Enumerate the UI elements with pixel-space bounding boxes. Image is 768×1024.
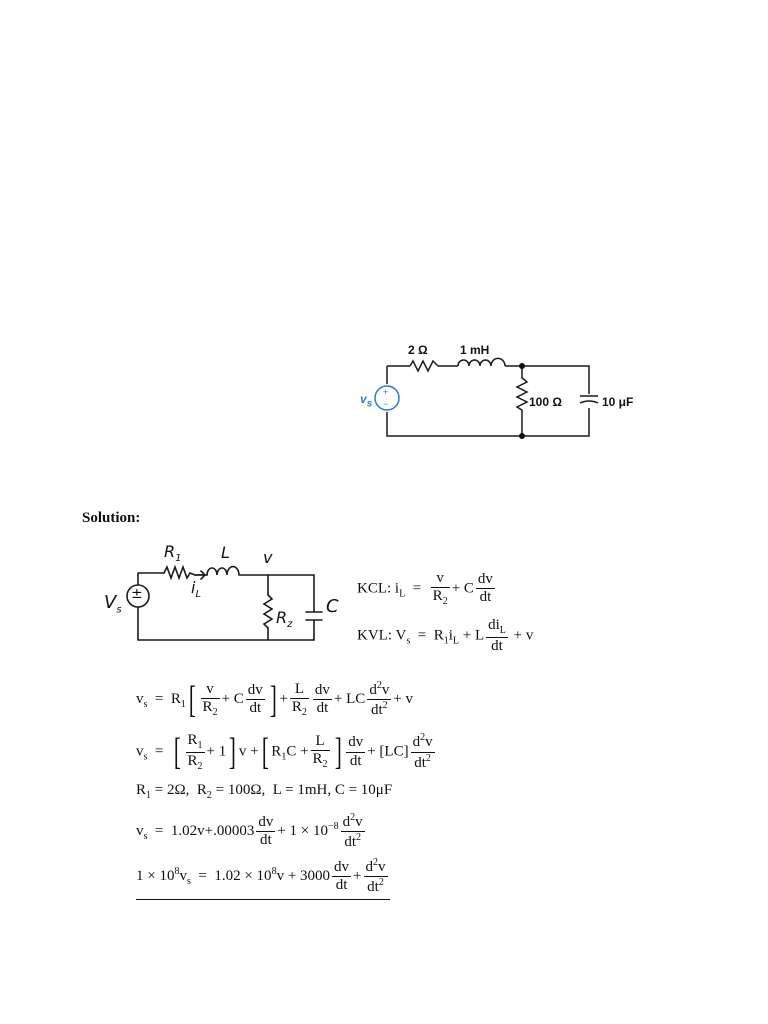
solution-heading: Solution: (82, 510, 141, 526)
sketch-r1-label: $R_1$ (164, 542, 182, 565)
sketch-r2-label: $R_z$ (276, 608, 293, 631)
circuit-figure (350, 340, 650, 450)
source-label: $v_s$ (360, 392, 373, 410)
equation-2: $v_s$ = [ $\frac{R_1}{R_2}$ + 1] v +[ $R_1C$ + $\frac{L}{R_2}$ ] $\frac{dv}{dt}$ + [LC] $\frac{d^2v}{dt^2}$ (136, 731, 433, 773)
hand-sketch (100, 540, 350, 650)
sketch-il-label: $i_L$ (191, 578, 202, 601)
sketch-vs-label: $V_s$ (104, 592, 122, 616)
r2-value-label: 100 Ω (529, 395, 562, 409)
equation-4-final: $1 \times 10^8v_s = 1.02 \times 10^8v + 3000$ $\frac{dv}{dt}$ + $\frac{d^2v}{dt^2}$ (136, 857, 390, 900)
equation-1: $v_s = R_1$[ $\frac{v}{R_2}$ + C $\frac{dv}{dt}$ ] + $\frac{L}{R_2}$ $\frac{dv}{dt}$ + LC $\frac{d^2v}{dt^2}$ + v (136, 678, 414, 721)
kcl-equation: KCL: $i_L$ = $\frac{v}{R_2}$ + C $\frac{dv}{dt}$ (357, 570, 493, 608)
inductor-value-label: 1 mH (460, 343, 490, 357)
r1-value-label: 2 Ω (408, 343, 428, 357)
kcl-frac-dvdt: $\frac{dv}{dt}$ (477, 571, 493, 606)
equation-3: $v_s = 1.02v+.00003$ $\frac{dv}{dt}$ + $1 \times 10^{-8}$ $\frac{d^2v}{dt^2}$ (136, 812, 363, 851)
kvl-frac-didt: $\frac{di_L}{dt}$ (488, 617, 506, 654)
kcl-frac-v: $\frac{v}{R_2}$ (432, 570, 448, 608)
sketch-v-label: v (263, 548, 273, 567)
capacitor-value-label: 10 μF (602, 395, 634, 409)
sketch-l-label: L (221, 543, 230, 562)
source-minus: − (383, 399, 389, 409)
source-plus: + (383, 387, 389, 397)
sketch-source-pm: ± (131, 586, 143, 602)
sketch-c-label: C (326, 596, 339, 617)
kvl-equation: KVL: $V_s = R_1i_L + L$ $\frac{di_L}{dt}$ + v (357, 617, 534, 654)
values-line: $R_1 = 2\Omega$, $R_2 = 100\Omega$, L = 1mH, C = 10μF (136, 782, 393, 801)
